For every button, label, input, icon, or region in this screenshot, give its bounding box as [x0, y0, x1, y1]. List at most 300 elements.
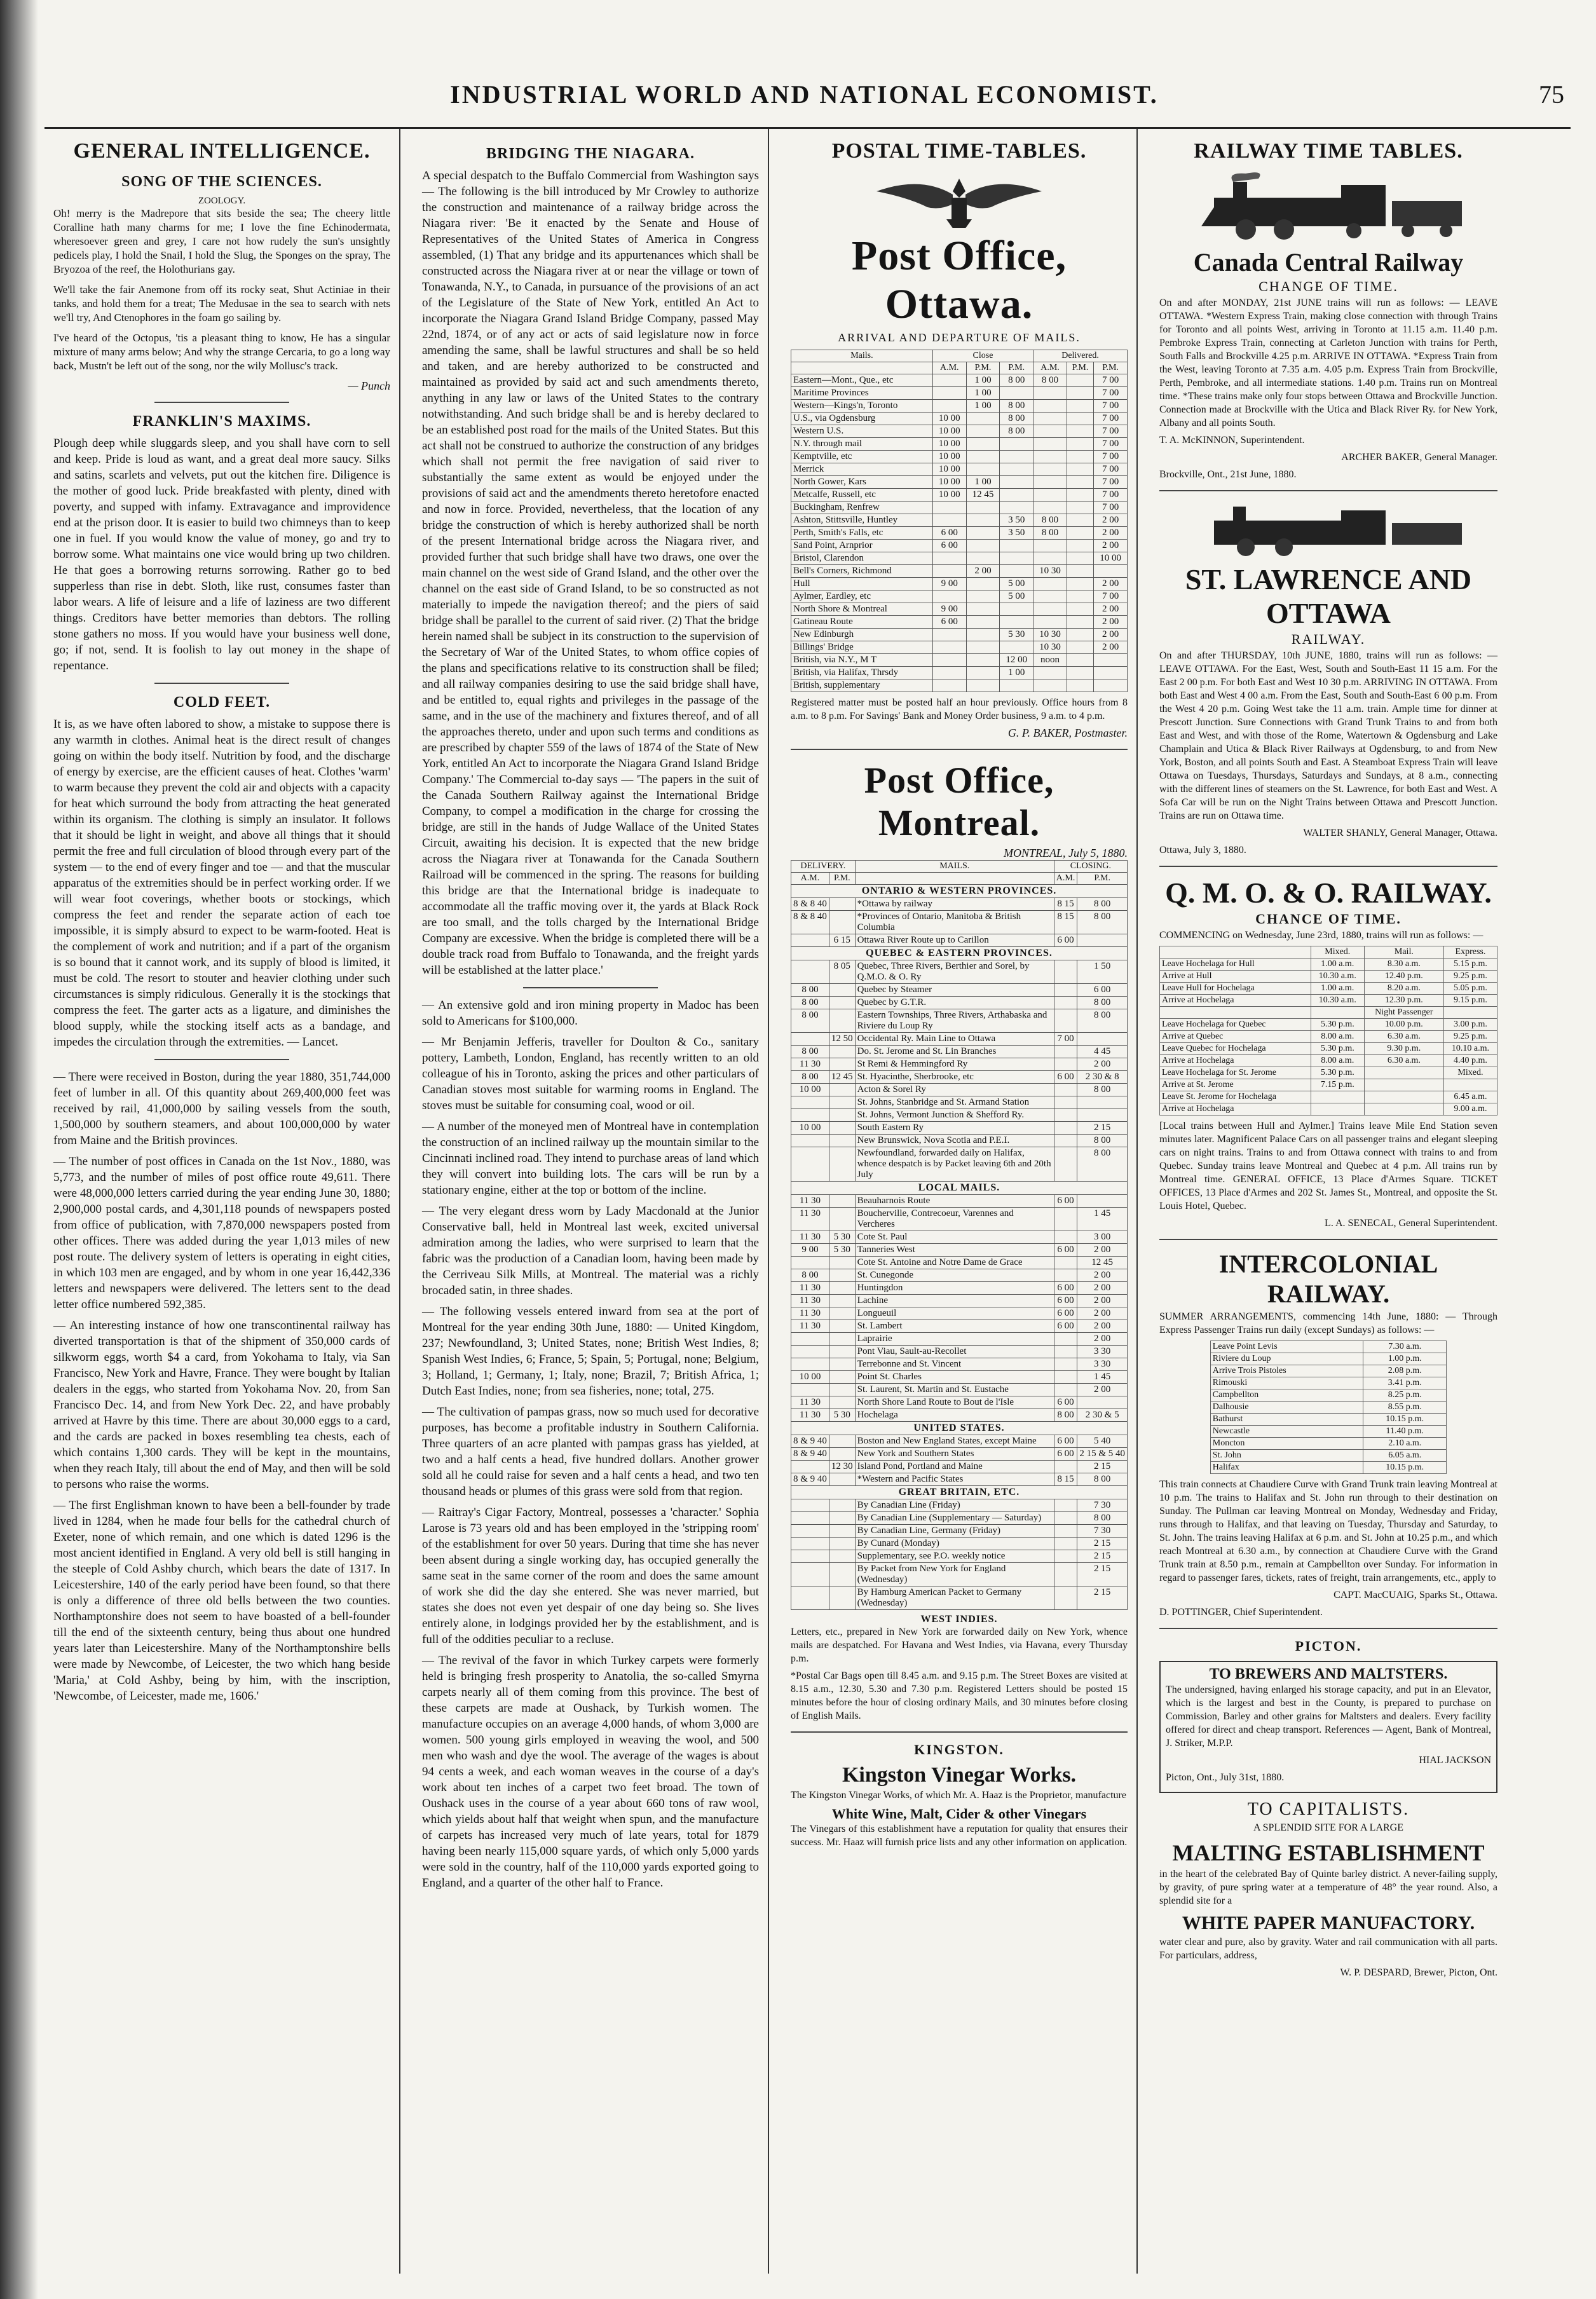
song-verse-2: We'll take the fair Anemone from off its rocky seat, Shut Actiniae in their tanks, and hold them for a treat; The Medusae in the sea to search with nets we'll try, And Ctenophores in the foam go sailing by.: [53, 283, 390, 324]
mail-time: 2 00: [1094, 603, 1128, 616]
table-row: [791, 501, 1128, 514]
west-indies-text: Letters, etc., prepared in New York are forwarded daily on New York, whence mails are despatched. For Havana and West Indies, via Havana, every Thursday p.m.: [791, 1627, 1128, 1664]
mail-time: [1094, 679, 1128, 692]
mail-time: 2 00: [1094, 514, 1128, 527]
binding-shadow: [0, 0, 38, 2299]
mail-time: [966, 552, 1000, 565]
mail-route-name: Buckingham, Renfrew: [791, 501, 933, 514]
column-postal: [782, 129, 1138, 2274]
mail-time: [1067, 425, 1093, 438]
train-time: 9.00 a.m.: [1443, 1103, 1497, 1115]
mail-route-name: South Eastern Ry: [855, 1122, 1054, 1135]
mail-time: [932, 641, 966, 654]
station-name: Arrive at Quebec: [1160, 1031, 1311, 1043]
mail-time: 7 00: [1094, 489, 1128, 501]
mail-time: [1067, 489, 1093, 501]
section-heading-postal: POSTAL TIME-TABLES.: [831, 139, 1087, 163]
mail-time: [829, 1307, 855, 1320]
mail-time: 7 00: [1094, 451, 1128, 463]
mail-time: [966, 463, 1000, 476]
news-item-bells: — The first Englishman known to have been a bell-founder by trade lived in 1284, when he made four bells for the cathedral church of Exeter, none of which remain, and one which is dated 1296 is the most ancient identified in England. A very old bell is still hanging in the steeple of Cold Ashby church, which bears the date of 1317. In Leicestershire, 140 of the early period have been found, so that there is only a difference of three old bells between the two counties. Northamptonshire does not seem to have boasted of a bell-founder till the end of the sixteenth century, being thus about one hundred years later than Leicestershire. Many of the Northamptonshire bells were made by Newcombe, of Leicester, the two which hang beside 'Maria,' at Cold Ashby, being by him, with the inscription, 'Newcombe, of Leicester, made me, 1606.': [53, 1499, 390, 1703]
mail-time: [1033, 540, 1067, 552]
mail-time: [966, 540, 1000, 552]
mail-route-name: Ottawa River Route up to Carillon: [855, 934, 1054, 947]
mail-time: [829, 1473, 855, 1486]
table-row: [1160, 983, 1497, 995]
station-name: St. John: [1210, 1450, 1363, 1462]
mail-time: 10 30: [1033, 629, 1067, 641]
mail-time: 2 00: [1077, 1384, 1128, 1396]
ccr-date: Brockville, Ont., 21st June, 1880.: [1159, 469, 1297, 480]
mail-route-name: By Canadian Line, Germany (Friday): [855, 1525, 1054, 1538]
mail-time: [1054, 960, 1077, 984]
mail-time: [791, 1257, 829, 1269]
mail-time: 1 00: [966, 387, 1000, 400]
train-time: 10.00 p.m.: [1364, 1019, 1443, 1031]
train-time: 6.05 a.m.: [1363, 1450, 1447, 1462]
table-row: [791, 1033, 1128, 1046]
picton-label: PICTON.: [1295, 1638, 1362, 1654]
mail-time: 8 & 9 40: [791, 1448, 829, 1461]
train-time: 9.30 p.m.: [1364, 1043, 1443, 1055]
train-time: 5.05 p.m.: [1443, 983, 1497, 995]
mail-time: 2 15: [1077, 1563, 1128, 1586]
mail-time: [791, 1525, 829, 1538]
mail-time: [1067, 400, 1093, 413]
mail-route-name: St. Lambert: [855, 1320, 1054, 1333]
mail-time: [1077, 1096, 1128, 1109]
kingston-ad-heading: Kingston Vinegar Works.: [842, 1763, 1077, 1787]
table-row: [791, 1409, 1128, 1422]
mail-time: 12 30: [829, 1461, 855, 1473]
station-name: Arrive at Hochelaga: [1160, 1103, 1311, 1115]
bridge-article: A special despatch to the Buffalo Commercial from Washington says — The following is the bill introduced by Mr Crowley to authorize the construction and maintenance of a railway bridge across the Niagara river: 'Be it enacted by the Senate and House of Representatives of the United States of America in Congress assembled, (1) That any bridge and its appurtenances which shall be constructed across the Niagara river at or near the village or town of Tonawanda, N.Y., to Canada, in pursuance of the provisions of an act of the Legislature of the State of New York, entitled An Act to incorporate the Niagara Grand Island Bridge Company, passed May 22nd, 1874, or of any act or acts of said legislature now in force amending the same, shall be lawful structures and shall be so held and taken, and are hereby authorized to be constructed and maintained as provided by said act and such amendments thereto, anything in any law or laws of the United States to the contrary notwithstanding. And such bridge shall be and is hereby declared to be an established post road for the mails of the United States. But this act shall not be construed to authorize the construction of any bridges which shall not permit the free navigation of said river to substantially the same extent as would be enjoyed under the provisions of said act and the amendments thereto heretofore enacted and now in force. Provided, nevertheless, that the location of any bridge the construction of which is hereby authorized shall be north of the present International bridge across the Niagara river, and provided further that such bridge shall have two draws, one over the main channel on the west side of Grand Island, and the other over the channel on the east side of Grand Island, to be so constructed as not materially to impede the navigation thereof; and the piers of said bridge shall be parallel to the current of said river. (2) That the bridge herein named shall be subject in its construction to the supervision of the Secretary of War of the United States, to whom office copies of the plans and specifications relative to its construction shall be filed; and all railway companies desiring to use the said bridge shall have, and be entitled to, equal rights and privileges in the passage of the same, and in the use of the machinery and fixtures thereof, and of all the approaches thereto, under and upon such terms and conditions as are prescribed by chapter 559 of the laws of 1874 of the State of New York, entitled An Act to incorporate the Niagara Grand Island Bridge Company.' The Commercial to-day says — 'The papers in the suit of the Canada Southern Railway against the International Bridge Company, to compel a modification in the charge for crossing the bridge, are still in the hands of Judge Wallace of the United States Circuit, awaiting his decision. It is expected that the new bridge across the Niagara river at Tonawanda for the Canada Southern Railroad will be commenced in the spring. The reasons for building this bridge are that the International bridge is inadequate to accommodate all the traffic moving over it, the yards at Black Rock are too small, and the tolls charged by the International Bridge Company are excessive. When the bridge is completed there will be a double track road from Buffalo to Tonawanda, and the freight yards will be established at the latter place.': [422, 169, 759, 977]
ottawa-postmaster: G. P. BAKER, Postmaster.: [1007, 727, 1128, 739]
mail-time: [966, 629, 1000, 641]
table-row: [791, 451, 1128, 463]
table-row: [791, 540, 1128, 552]
mail-time: 7 00: [1094, 501, 1128, 514]
mail-route-name: North Shore Land Route to Bout de l'Isle: [855, 1396, 1054, 1409]
mail-time: 3 30: [1077, 1346, 1128, 1358]
mail-route-name: *Ottawa by railway: [855, 898, 1054, 911]
table-row: [791, 934, 1128, 947]
slo-date: Ottawa, July 3, 1880.: [1159, 845, 1246, 856]
table-row: [1210, 1426, 1446, 1438]
mail-time: [1094, 565, 1128, 578]
capitalists-text: in the heart of the celebrated Bay of Quinte barley district. A never-failing supply, by gravity, of pure spring water at a temperature of 48° the year round. Also, a splendid site for a: [1159, 1869, 1497, 1906]
mail-time: 7 30: [1077, 1525, 1128, 1538]
train-time: 8.30 a.m.: [1364, 958, 1443, 971]
train-time: 9.25 p.m.: [1443, 971, 1497, 983]
mail-time: [1054, 1257, 1077, 1269]
mail-time: 6 00: [1054, 1307, 1077, 1320]
slo-subtitle: RAILWAY.: [1291, 631, 1366, 647]
mail-time: [829, 1122, 855, 1135]
mail-time: 1 45: [1077, 1371, 1128, 1384]
mail-time: [1033, 451, 1067, 463]
table-row: [791, 898, 1128, 911]
page-number: 75: [1539, 80, 1564, 109]
mail-time: [1054, 1525, 1077, 1538]
table-row: [791, 463, 1128, 476]
mail-time: [1067, 578, 1093, 590]
mail-time: [1067, 540, 1093, 552]
table-row: [1160, 1043, 1497, 1055]
song-verse-3: I've heard of the Octopus, 'tis a pleasant thing to know, He has a singular mixture of many arms below; And why the strange Cercaria, to go a long way back, Mustn't be left out of the song, nor the wily Mollusc's track.: [53, 332, 390, 372]
mail-time: [1054, 1009, 1077, 1033]
mail-time: 3 50: [1000, 514, 1033, 527]
mail-route-name: Huntingdon: [855, 1282, 1054, 1295]
mail-time: [1077, 1396, 1128, 1409]
mail-route-name: Kemptville, etc: [791, 451, 933, 463]
brewers-ad: [1159, 1661, 1497, 1793]
station-name: Leave Hochelaga for St. Jerome: [1160, 1067, 1311, 1079]
mail-time: 2 00: [1077, 1333, 1128, 1346]
mail-time: 11 30: [791, 1307, 829, 1320]
mail-time: [791, 1499, 829, 1512]
train-time: 3.00 p.m.: [1443, 1019, 1497, 1031]
table-row: [791, 1244, 1128, 1257]
mail-time: 5 40: [1077, 1435, 1128, 1448]
mail-time: [829, 1563, 855, 1586]
mail-time: [1067, 463, 1093, 476]
train-time: 5.30 p.m.: [1311, 1043, 1364, 1055]
mail-route-name: Occidental Ry. Main Line to Ottawa: [855, 1033, 1054, 1046]
mail-time: [1067, 679, 1093, 692]
mail-time: 9 00: [932, 603, 966, 616]
mail-time: 8 00: [1077, 898, 1128, 911]
mail-time: 8 00: [1033, 527, 1067, 540]
mail-time: [932, 514, 966, 527]
mail-route-name: By Canadian Line (Friday): [855, 1499, 1054, 1512]
table-row: [791, 1538, 1128, 1550]
news-item-dress: — The very elegant dress worn by Lady Macdonald at the Junior Conservative ball, held in Montreal last week, excited universal admiration among the ladies, who were surprised to learn that the fabric was the production of a Canadian loom, having been made by the Cerriveau Silk Mills, at Montreal. The material was a richly brocaded satin, in three shades.: [422, 1204, 759, 1297]
mail-time: [1033, 667, 1067, 679]
mail-time: [966, 578, 1000, 590]
mail-time: [1033, 438, 1067, 451]
table-row: [791, 629, 1128, 641]
mail-time: [829, 1550, 855, 1563]
mail-time: 1 45: [1077, 1208, 1128, 1231]
mail-time: 6 00: [1054, 1195, 1077, 1208]
mail-time: 8 00: [1077, 1135, 1128, 1147]
table-row: [1160, 1091, 1497, 1103]
mail-time: 12 45: [1077, 1257, 1128, 1269]
ottawa-note: Registered matter must be posted half an hour previously. Office hours from 8 a.m. to 8 p.m. For Savings' Bank and Money Order business, 9 a.m. to 4 p.m.: [791, 697, 1128, 721]
mail-time: [1054, 1550, 1077, 1563]
mail-time: [1067, 514, 1093, 527]
train-time: [1364, 1079, 1443, 1091]
train-time: 9.25 p.m.: [1443, 1031, 1497, 1043]
mail-time: 11 30: [791, 1295, 829, 1307]
mail-route-name: Cote St. Paul: [855, 1231, 1054, 1244]
mail-time: [791, 1033, 829, 1046]
capitalists-signature: W. P. DESPARD, Brewer, Picton, Ont.: [1340, 1967, 1497, 1978]
table-section-row: [791, 1182, 1128, 1195]
mail-time: [932, 565, 966, 578]
mail-time: [1033, 590, 1067, 603]
mail-time: 2 00: [1094, 540, 1128, 552]
mail-time: 11 30: [791, 1208, 829, 1231]
mail-time: [829, 1269, 855, 1282]
mail-time: 7 00: [1094, 438, 1128, 451]
train-time: [1311, 1007, 1364, 1019]
station-name: Moncton: [1210, 1438, 1363, 1450]
mail-route-name: Western U.S.: [791, 425, 933, 438]
mail-route-name: *Western and Pacific States: [855, 1473, 1054, 1486]
mail-time: 8 15: [1054, 1473, 1077, 1486]
mail-time: [791, 1096, 829, 1109]
brewers-ad-date: Picton, Ont., July 31st, 1880.: [1166, 1772, 1285, 1783]
mail-time: [1033, 400, 1067, 413]
news-item-lumber: — There were received in Boston, during the year 1880, 351,744,000 feet of lumber in all. Of this quantity about 269,400,000 feet was received by rail, 41,000,000 by sailing vessels from the south, 1,500,000 by southern steamers, and about 100,000,000 by water from Maine and the British provinces.: [53, 1070, 390, 1147]
mail-time: [1054, 1586, 1077, 1610]
mail-section-label: QUEBEC & EASTERN PROVINCES.: [791, 947, 1128, 960]
mail-time: [1000, 679, 1033, 692]
qmoo-header: Express.: [1443, 946, 1497, 958]
mail-time: 2 15: [1077, 1550, 1128, 1563]
mail-time: 8 15: [1054, 898, 1077, 911]
table-row: [791, 590, 1128, 603]
mail-time: [1054, 1122, 1077, 1135]
brewers-ad-signature: HIAL JACKSON: [1419, 1755, 1491, 1766]
mail-time: [932, 400, 966, 413]
table-row: [791, 1269, 1128, 1282]
ottawa-header-delivered: Delivered.: [1033, 350, 1128, 362]
mail-time: 1 00: [966, 374, 1000, 387]
mail-time: [1033, 463, 1067, 476]
mail-time: [932, 590, 966, 603]
mail-time: 9 00: [932, 578, 966, 590]
qmoo-timetable: [1159, 946, 1497, 1115]
train-time: 5.30 p.m.: [1311, 1019, 1364, 1031]
table-row: [1210, 1414, 1446, 1426]
mail-time: [829, 1009, 855, 1033]
mail-time: 5 30: [1000, 629, 1033, 641]
table-row: [1210, 1353, 1446, 1365]
franklin-heading: FRANKLIN'S MAXIMS.: [132, 413, 311, 430]
mail-time: 2 00: [1094, 578, 1128, 590]
station-name: Riviere du Loup: [1210, 1353, 1363, 1365]
mail-time: [1054, 1358, 1077, 1371]
mail-route-name: Merrick: [791, 463, 933, 476]
mail-route-name: St Remi & Hemmingford Ry: [855, 1058, 1054, 1071]
columns: [44, 127, 1571, 2274]
mail-time: [1094, 667, 1128, 679]
mail-time: [829, 911, 855, 934]
table-row: [791, 1257, 1128, 1269]
mail-time: [1054, 1461, 1077, 1473]
mail-time: [1054, 1346, 1077, 1358]
mail-route-name: Point St. Charles: [855, 1371, 1054, 1384]
table-row: [791, 1109, 1128, 1122]
train-time: 6.30 a.m.: [1364, 1055, 1443, 1067]
mail-time: 12 00: [1000, 654, 1033, 667]
table-row: [791, 1333, 1128, 1346]
mail-time: 6 00: [1077, 984, 1128, 997]
train-time: 8.25 p.m.: [1363, 1389, 1447, 1402]
mail-time: [1000, 501, 1033, 514]
mail-time: 5 30: [829, 1409, 855, 1422]
mail-time: [966, 438, 1000, 451]
mail-route-name: St. Laurent, St. Martin and St. Eustache: [855, 1384, 1054, 1396]
mail-route-name: U.S., via Ogdensburg: [791, 413, 933, 425]
table-row: [791, 1135, 1128, 1147]
icr-intro: SUMMER ARRANGEMENTS, commencing 14th June, 1880: — Through Express Passenger Trains run daily (except Sundays) as follows: —: [1159, 1311, 1497, 1335]
station-name: Arrive at St. Jerome: [1160, 1079, 1311, 1091]
train-time: 3.41 p.m.: [1363, 1377, 1447, 1389]
icr-table-body: [1210, 1341, 1446, 1474]
cold-feet-article: It is, as we have often labored to show, a mistake to suppose there is any warmth in clothes. Animal heat is the direct result of changes going on within the body itself. Nutrition by food, and the discharge of energy by exercise, are the efficient causes of heat. Clothes 'warm' to warm because they prevent the cold air and objects with a capacity for heat which surround the body from attracting the heat generated within its organism. The clothing is simply an insulator. It follows that it should be light in weight, and above all things that it should permit the free and full circulation of blood through every part of the system — to the end of every finger and toe — and that the muscular apparatus of the extremities should be in perfect working order. If we will wear foot coverings, whether boots or stockings, which compress the feet and render the separate action of each toe impossible, it is simply absurd to expect to be warm-footed. Heat is the complement of work and nutrition; and if a part of the organism is so bound that it cannot work, and its supply of blood is limited, it must be cold. The resort to stouter and heavier clothing under such circumstances is simply ridiculous. Generally it is the stockings that compress the feet. The garter acts as a ligature, and diminishes the blood supply, while the stocking itself acts as a bandage, and impedes the circulation through the extremities. — Lancet.: [53, 718, 390, 1049]
table-row: [1210, 1438, 1446, 1450]
mail-time: 8 00: [791, 1046, 829, 1058]
icr-notes: This train connects at Chaudiere Curve with Grand Trunk train leaving Montreal at 10 p.m. The trains to Halifax and St. John run through to their destination on Sunday. The Pullman car leaving Montreal on Monday, Wednesday and Friday, runs through to Halifax, and that leaving on Tuesday, Thursday and Saturday, to St. John. The trains leaving Halifax at 6 p.m. and St. John at 10.25 p.m., and which reach Montreal at 6.30 a.m., by connection at Chaudiere Curve with the Grand Trunk train at 8.50 p.m., remain at Campbellton over Sunday. For information in regard to passenger fares, tickets, rates of freight, train arrangements, etc., apply to: [1159, 1479, 1497, 1583]
mail-time: 2 00: [1094, 527, 1128, 540]
mail-time: 2 30 & 5: [1077, 1409, 1128, 1422]
table-row: [1210, 1402, 1446, 1414]
mail-route-name: Maritime Provinces: [791, 387, 933, 400]
table-row: [791, 578, 1128, 590]
mail-time: 8 15: [1054, 911, 1077, 934]
mail-time: [791, 1135, 829, 1147]
mail-time: [1067, 501, 1093, 514]
mail-route-name: N.Y. through mail: [791, 438, 933, 451]
mail-route-name: British, via Halifax, Thrsdy: [791, 667, 933, 679]
mail-time: [966, 413, 1000, 425]
train-time: 1.00 a.m.: [1311, 958, 1364, 971]
mail-time: [1000, 540, 1033, 552]
mail-time: [829, 997, 855, 1009]
table-row: [791, 1295, 1128, 1307]
station-name: Arrive at Hull: [1160, 971, 1311, 983]
news-item-mining: — An extensive gold and iron mining property in Madoc has been sold to Americans for $100,000.: [422, 999, 759, 1028]
mail-time: 10 00: [932, 463, 966, 476]
mail-time: 12 45: [966, 489, 1000, 501]
table-row: [791, 1122, 1128, 1135]
table-row: [791, 1084, 1128, 1096]
mail-time: 11 30: [791, 1409, 829, 1422]
mail-time: 5 30: [829, 1231, 855, 1244]
train-time: 9.15 p.m.: [1443, 995, 1497, 1007]
mail-time: [1067, 476, 1093, 489]
mail-route-name: North Gower, Kars: [791, 476, 933, 489]
masthead-title: INDUSTRIAL WORLD AND NATIONAL ECONOMIST.: [450, 80, 1159, 109]
mail-time: 10 30: [1033, 565, 1067, 578]
mail-time: [829, 1208, 855, 1231]
mail-time: [829, 1358, 855, 1371]
mail-time: 10 00: [932, 476, 966, 489]
news-item-carpets: — The revival of the favor in which Turkey carpets were formerly held is bringing fresh prosperity to Anatolia, the so-called Smyrna carpets nearly all of them coming from this province. The best of these carpets are made at Oushack, by Turkish women. The manufacture occupies on an average 4,000 hands, of whom 3,000 are women. 500 young girls employed in weaving the wool, and 500 men who wash and dye the wool. The average of the wages is about 94 cents a week, and each woman weaves in the course of a day's work about ten inches of a carpet two feet broad. The town of Oushack uses in the course of a year about 660 tons of raw wool, which yields about half that weight when spun, and the manufacture of carpets has increased very much of late years, total for 1879 having been nearly 115,000 square yards, of which only 5,000 yards were sold in the country, half of the 110,000 yards exported going to England, and a quarter of the other half to France.: [422, 1654, 759, 1890]
mail-time: [932, 679, 966, 692]
kingston-ad-text: The Kingston Vinegar Works, of which Mr. A. Haaz is the Proprietor, manufacture: [791, 1790, 1126, 1801]
mail-time: [1054, 1046, 1077, 1058]
mail-time: [1067, 565, 1093, 578]
mail-time: [966, 527, 1000, 540]
ccr-title: Canada Central Railway: [1193, 248, 1464, 276]
mail-time: 6 00: [1054, 1282, 1077, 1295]
mail-time: [1054, 1384, 1077, 1396]
montreal-subheader: P.M.: [829, 873, 855, 885]
train-time: [1364, 1103, 1443, 1115]
montreal-date: MONTREAL, July 5, 1880.: [1004, 847, 1128, 859]
mail-time: [1054, 1135, 1077, 1147]
mail-time: [1054, 1333, 1077, 1346]
table-row: [791, 654, 1128, 667]
table-row: [791, 1208, 1128, 1231]
mail-route-name: By Canadian Line (Supplementary — Saturday): [855, 1512, 1054, 1525]
kingston-label: KINGSTON.: [914, 1742, 1004, 1757]
mail-time: 10 00: [1094, 552, 1128, 565]
mail-time: [1054, 1147, 1077, 1182]
divider: [1159, 490, 1497, 491]
ccr-schedule: On and after MONDAY, 21st JUNE trains will run as follows: — LEAVE OTTAWA. *Western Express Train, making close connection with through Trains for Toronto and all points West, arriving in Toronto at 11.15 a.m. 11.40 p.m. Pembroke Express Train, connecting at Carleton Junction with trains for Perth, South Falls and Brockville 4.25 p.m. ARRIVE IN OTTAWA. *Express Train from the West, leaving Toronto at 7.35 a.m. 4.05 p.m. Express Train from Brockville, Perth, Pembroke, and all intermediate stations. 1.40 p.m. Trains run on Montreal time. *These trains make only four stops between Ottawa and Brockville Junction. Connection made at Brockville with the Utica and Black River Ry. for New York, Albany and all points South.: [1159, 297, 1497, 428]
mail-time: [829, 1109, 855, 1122]
table-row: [1160, 995, 1497, 1007]
table-row: [1160, 958, 1497, 971]
table-row: [791, 1499, 1128, 1512]
mail-time: noon: [1033, 654, 1067, 667]
table-section-row: [791, 947, 1128, 960]
mail-time: [1000, 641, 1033, 654]
column-general-intelligence: [44, 129, 400, 2274]
mail-time: 8 00: [791, 997, 829, 1009]
mail-time: [1033, 679, 1067, 692]
mail-route-name: North Shore & Montreal: [791, 603, 933, 616]
mail-time: [932, 387, 966, 400]
mail-time: [829, 1396, 855, 1409]
mail-time: [791, 1346, 829, 1358]
station-name: Campbellton: [1210, 1389, 1363, 1402]
mail-route-name: Billings' Bridge: [791, 641, 933, 654]
mail-time: [791, 960, 829, 984]
mail-time: 8 00: [1054, 1409, 1077, 1422]
mail-time: [1054, 1512, 1077, 1525]
table-row: [1160, 1007, 1497, 1019]
mail-time: [966, 603, 1000, 616]
table-row: [1160, 1019, 1497, 1031]
mail-time: [1067, 374, 1093, 387]
table-row: [791, 1448, 1128, 1461]
train-time: 8.55 p.m.: [1363, 1402, 1447, 1414]
mail-time: 10 00: [791, 1371, 829, 1384]
mail-time: 3 00: [1077, 1231, 1128, 1244]
table-row: [1160, 1055, 1497, 1067]
slo-signature: WALTER SHANLY, General Manager, Ottawa.: [1303, 828, 1497, 838]
song-title: SONG OF THE SCIENCES.: [121, 174, 322, 190]
mail-time: [1000, 616, 1033, 629]
mail-time: [791, 1384, 829, 1396]
montreal-subheader: A.M.: [791, 873, 829, 885]
mail-time: [1077, 1109, 1128, 1122]
table-row: [791, 641, 1128, 654]
table-row: [791, 1586, 1128, 1610]
ottawa-subheader: P.M.: [1067, 362, 1093, 374]
mail-time: 10 00: [791, 1084, 829, 1096]
train-time: 10.10 a.m.: [1443, 1043, 1497, 1055]
mail-time: [829, 1384, 855, 1396]
mail-time: [829, 1320, 855, 1333]
mail-time: [1000, 463, 1033, 476]
mail-route-name: Newfoundland, forwarded daily on Halifax, whence despatch is by Packet leaving 6th and 20th July: [855, 1147, 1054, 1182]
mail-time: [1054, 997, 1077, 1009]
table-row: [791, 438, 1128, 451]
ottawa-table-body: [791, 374, 1128, 692]
mail-time: [1054, 1109, 1077, 1122]
montreal-subheader: P.M.: [1077, 873, 1128, 885]
train-time: Night Passenger: [1364, 1007, 1443, 1019]
station-name: Dalhousie: [1210, 1402, 1363, 1414]
